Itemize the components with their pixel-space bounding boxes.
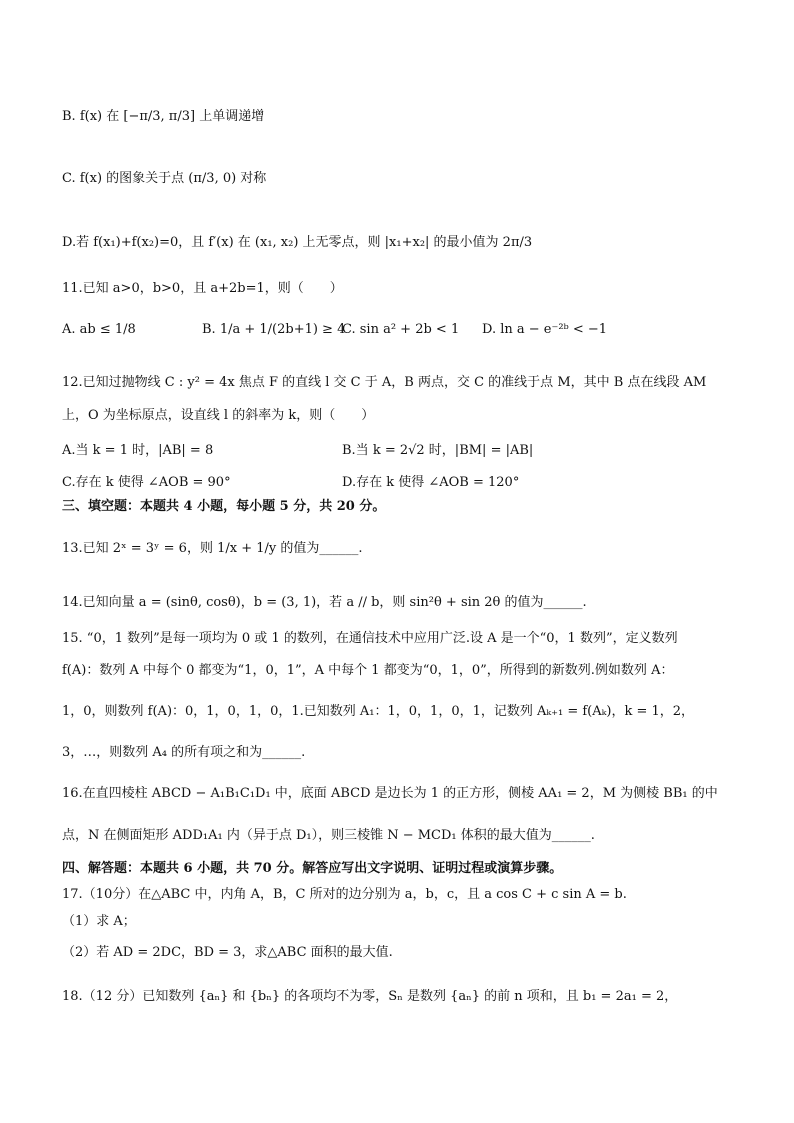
section-4-heading: 四、解答题：本题共 6 小题，共 70 分。解答应写出文字说明、证明过程或演算步骤。 xyxy=(62,861,563,876)
q12-option-c: C.存在 k 使得 ∠AOB = 90° xyxy=(62,475,231,490)
q16-line2: 点，N 在侧面矩形 ADD₁A₁ 内（异于点 D₁），则三棱锥 N − MCD₁ 体积的最大值为______. xyxy=(62,828,595,843)
q14: 14.已知向量 a = (sinθ, cosθ)，b = (3, 1)，若 a // b，则 sin²θ + sin 2θ 的值为______. xyxy=(62,595,587,610)
q17: 17.（10分）在△ABC 中，内角 A，B，C 所对的边分别为 a，b，c，且 a cos C + c sin A = b. xyxy=(62,887,627,902)
q16-line1: 16.在直四棱柱 ABCD − A₁B₁C₁D₁ 中，底面 ABCD 是边长为 1 的正方形，侧棱 AA₁ = 2，M 为侧棱 BB₁ 的中 xyxy=(62,786,718,801)
q11-option-b: B. 1/a + 1/(2b+1) ≥ 4 xyxy=(202,322,346,337)
q12-stem-line1: 12.已知过抛物线 C : y² = 4x 焦点 F 的直线 l 交 C 于 A，B 两点，交 C 的准线于点 M，其中 B 点在线段 AM xyxy=(62,375,707,390)
q12-option-d: D.存在 k 使得 ∠AOB = 120° xyxy=(342,475,520,490)
q18: 18.（12 分）已知数列 {aₙ} 和 {bₙ} 的各项均不为零，Sₙ 是数列 {aₙ} 的前 n 项和，且 b₁ = 2a₁ = 2， xyxy=(62,989,678,1004)
q15-line1: 15. “0，1 数列”是每一项均为 0 或 1 的数列，在通信技术中应用广泛.设 A 是一个“0，1 数列”，定义数列 xyxy=(62,631,678,646)
q12-option-b: B.当 k = 2√2 时，|BM| = |AB| xyxy=(342,443,534,458)
q11-stem: 11.已知 a>0，b>0，且 a+2b=1，则（ ） xyxy=(62,281,343,296)
q12-option-a: A.当 k = 1 时，|AB| = 8 xyxy=(62,443,214,458)
q10-option-c: C. f(x) 的图象关于点 (π/3, 0) 对称 xyxy=(62,171,267,186)
section-3-heading: 三、填空题：本题共 4 小题，每小题 5 分，共 20 分。 xyxy=(62,499,386,514)
q13: 13.已知 2ˣ = 3ʸ = 6，则 1/x + 1/y 的值为______. xyxy=(62,541,363,556)
q12-stem-line2: 上，O 为坐标原点，设直线 l 的斜率为 k，则（ ） xyxy=(62,408,375,423)
q10-option-b: B. f(x) 在 [−π/3, π/3] 上单调递增 xyxy=(62,109,265,124)
q11-option-c: C. sin a² + 2b < 1 xyxy=(342,322,460,337)
q17-part1: （1）求 A； xyxy=(62,914,136,929)
q11-option-a: A. ab ≤ 1/8 xyxy=(62,322,136,337)
q15-line4: 3，…，则数列 A₄ 的所有项之和为______. xyxy=(62,745,306,760)
q17-part2: （2）若 AD = 2DC，BD = 3，求△ABC 面积的最大值. xyxy=(62,945,393,960)
q10-option-d: D.若 f(x₁)+f(x₂)=0，且 f′(x) 在 (x₁, x₂) 上无零点，则 |x₁+x₂| 的最小值为 2π/3 xyxy=(62,235,533,250)
q15-line3: 1，0，则数列 f(A)：0，1，0，1，0，1.已知数列 A₁：1，0，1，0，1，记数列 Aₖ₊₁ = f(Aₖ)，k = 1，2， xyxy=(62,704,695,719)
q15-line2: f(A)：数列 A 中每个 0 都变为“1，0，1”，A 中每个 1 都变为“0，1，0”，所得到的新数列.例如数列 A： xyxy=(62,663,674,678)
q11-option-d: D. ln a − e⁻²ᵇ < −1 xyxy=(482,322,608,337)
